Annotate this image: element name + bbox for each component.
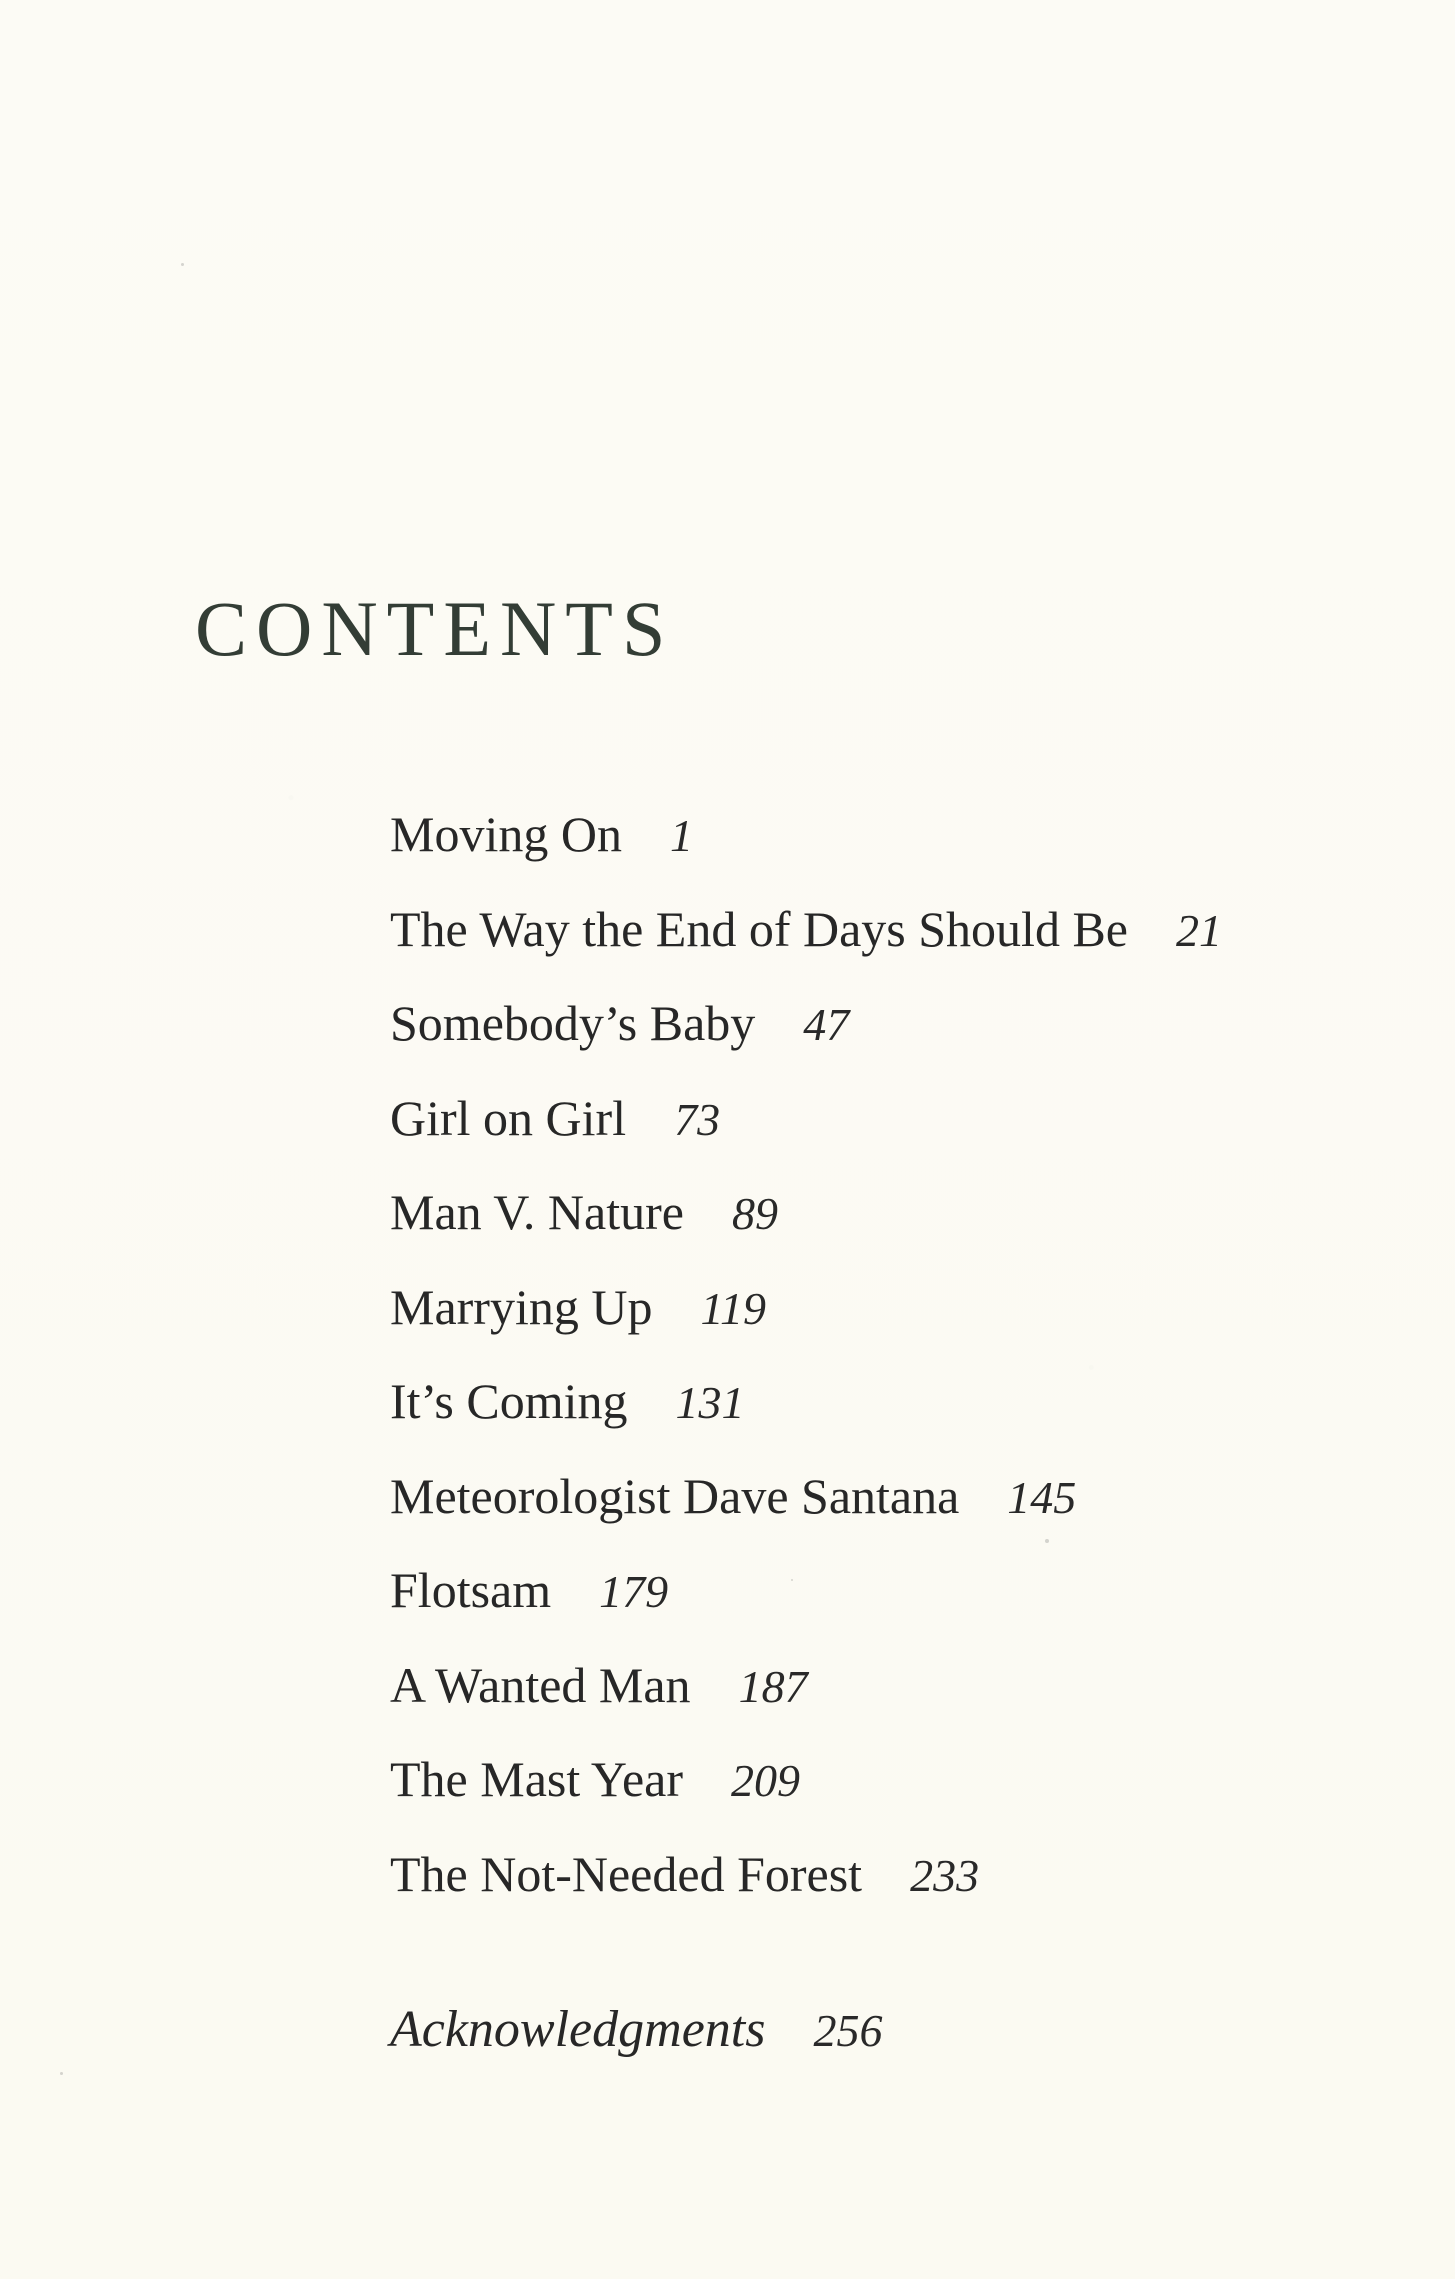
acknowledgments-entry <box>390 1995 882 2066</box>
acknowledgments-page: 256 <box>813 2005 883 2056</box>
toc-entry-title: Marrying Up <box>390 1278 653 1335</box>
toc-entry-title: Man V. Nature <box>390 1184 684 1240</box>
toc-entry-page: 73 <box>674 1093 721 1145</box>
toc-entry <box>390 1745 1350 1840</box>
toc-entry-title: The Mast Year <box>390 1751 684 1807</box>
toc-entry-page: 179 <box>599 1566 669 1617</box>
toc-entry-page: 119 <box>700 1282 767 1334</box>
toc-entry-title: Somebody’s Baby <box>390 995 756 1051</box>
toc-entry-page: 145 <box>1007 1471 1077 1523</box>
toc-entry <box>390 800 1350 895</box>
toc-entry-title: A Wanted Man <box>390 1656 691 1713</box>
page-title: CONTENTS <box>195 585 675 672</box>
toc-entry <box>390 895 1350 990</box>
paper-speck <box>1045 1539 1049 1543</box>
toc-entry <box>390 1273 1350 1368</box>
paper-speck <box>181 263 184 266</box>
acknowledgments-title: Acknowledgments <box>390 2001 766 2058</box>
toc-entry <box>390 1178 1350 1273</box>
toc-entry-page: 21 <box>1176 904 1222 956</box>
toc-entry-title: Girl on Girl <box>390 1089 627 1146</box>
toc-entry-title: Moving On <box>390 806 622 862</box>
toc-entry <box>390 1840 1350 1935</box>
toc-entry-page: 209 <box>731 1755 801 1806</box>
toc-entry-page: 187 <box>738 1660 808 1712</box>
toc-entry <box>390 989 1350 1084</box>
toc-entry-title: Meteorologist Dave Santana <box>390 1467 960 1524</box>
toc-entry-page: 89 <box>731 1188 778 1239</box>
toc-entry-page: 1 <box>669 810 693 861</box>
paper-speck <box>791 1579 793 1581</box>
toc-entry-title: The Not-Needed Forest <box>390 1845 863 1902</box>
toc-entry-page: 131 <box>675 1377 745 1428</box>
toc-entry-title: The Way the End of Days Should Be <box>390 900 1128 957</box>
toc-entry <box>390 1462 1350 1557</box>
toc-entry <box>390 1651 1350 1746</box>
toc-entry-page: 233 <box>910 1849 980 1901</box>
toc-entry-title: Flotsam <box>390 1562 552 1618</box>
toc-entry-title: It’s Coming <box>390 1373 628 1429</box>
toc-entry <box>390 1084 1350 1179</box>
toc-entry-page: 47 <box>803 999 850 1050</box>
toc-entry <box>390 1367 1350 1462</box>
toc-entry <box>390 1556 1350 1651</box>
paper-speck <box>60 2072 63 2075</box>
table-of-contents <box>390 800 1350 1934</box>
